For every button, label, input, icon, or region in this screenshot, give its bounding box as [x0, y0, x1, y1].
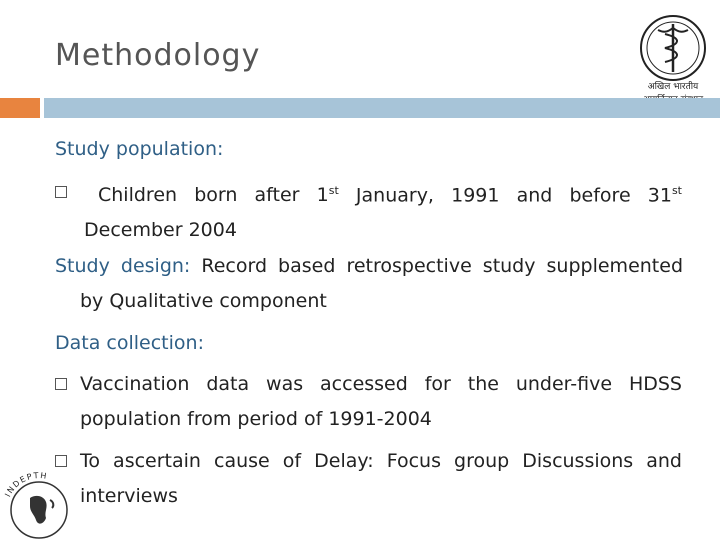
study-population-line2: December 2004 [84, 219, 237, 242]
indepth-logo-text: INDEPTH [3, 470, 49, 499]
data-collection-item-line1: Vaccination data was accessed for the under-five HDSS [80, 373, 682, 395]
study-design-text-line1: Record based retrospective study supplemented [190, 255, 683, 277]
bullet-square-icon [55, 455, 67, 467]
study-population-sup2: st [671, 184, 682, 197]
title-band-bar [44, 98, 720, 118]
bullet-square-icon [55, 378, 67, 390]
study-design-label: Study design: [55, 255, 191, 277]
study-population-line1-mid: January, 1991 and before 31 [338, 184, 672, 207]
data-collection-label: Data collection: [55, 332, 204, 354]
study-population-line1 [84, 173, 682, 213]
study-population-label: Study population: [55, 138, 224, 160]
data-collection-item-line2: population from period of 1991-2004 [80, 408, 432, 430]
data-collection-item-line2: interviews [80, 485, 178, 507]
study-design-text-line2: by Qualitative component [80, 290, 327, 312]
study-population-line1-pre: Children born after 1 [98, 184, 329, 207]
data-collection-heading [55, 332, 204, 354]
bullet-square-icon [55, 186, 67, 198]
logo-caption: अखिल भारतीय [647, 82, 699, 92]
slide-title: Methodology [55, 38, 261, 73]
data-collection-item [80, 444, 682, 514]
study-population-sup1: st [328, 184, 339, 197]
data-collection-item [80, 367, 682, 437]
study-design [55, 249, 683, 319]
title-accent-bar [0, 98, 40, 118]
study-population-item [84, 173, 682, 248]
indepth-logo [0, 468, 78, 540]
data-collection-item-line1: To ascertain cause of Delay: Focus group Discussions and [80, 450, 682, 472]
study-population-heading [55, 138, 223, 160]
study-design-line1 [55, 249, 683, 284]
